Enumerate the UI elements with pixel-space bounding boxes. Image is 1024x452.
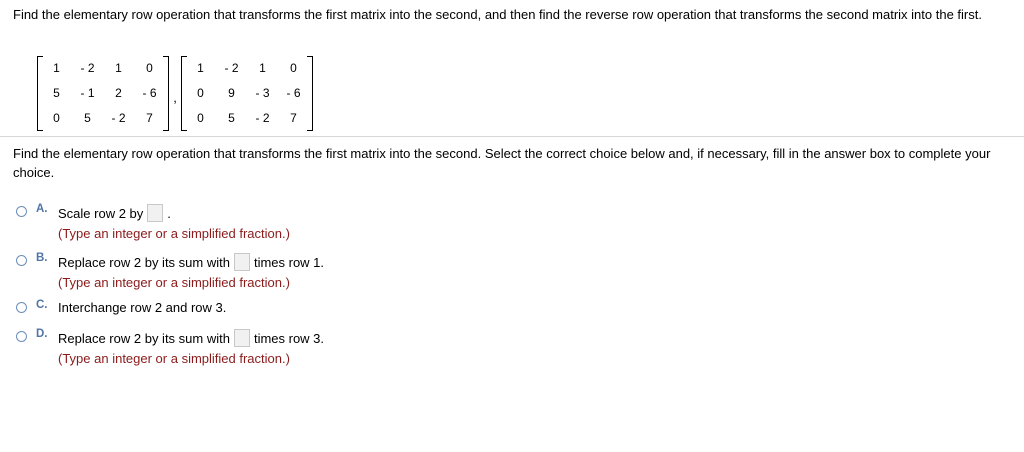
matrix-cell: - 2: [111, 111, 126, 125]
option-d-radio[interactable]: [16, 331, 27, 342]
matrix-cell: 0: [290, 61, 297, 75]
matrix-cell: 1: [197, 61, 204, 75]
matrix-cell: 1: [259, 61, 266, 75]
matrix-cell: - 3: [255, 86, 270, 100]
matrix-cell: - 6: [286, 86, 301, 100]
section-divider: [0, 136, 1024, 137]
option-b-radio[interactable]: [16, 255, 27, 266]
matrix-cell: 0: [146, 61, 153, 75]
matrix-separator: ,: [173, 90, 177, 105]
option-d-text-end: times row 3.: [253, 330, 325, 346]
matrix-cell: 9: [228, 86, 235, 100]
option-a-text-end: .: [167, 205, 171, 221]
matrix-cell: - 2: [224, 61, 239, 75]
matrix-cell: 1: [53, 61, 60, 75]
matrix-pair: [37, 56, 313, 131]
matrix-cell: 5: [53, 86, 60, 100]
option-b-text: Replace row 2 by its sum with: [58, 254, 230, 270]
option-d-letter: D.: [36, 328, 48, 340]
matrix-cell: 0: [197, 111, 204, 125]
option-d-text: Replace row 2 by its sum with: [58, 330, 230, 346]
matrix-cell: 7: [146, 111, 153, 125]
question-text: Find the elementary row operation that transforms the first matrix into the second, and then find the reverse row operation that transforms the second matrix into the first.: [13, 7, 982, 22]
option-c-letter: C.: [36, 299, 48, 311]
matrix-cell: 5: [84, 111, 91, 125]
matrix-cell: 1: [115, 61, 122, 75]
option-b-answer-box[interactable]: [234, 253, 250, 271]
first-matrix: [37, 56, 169, 131]
matrix-cell: 2: [115, 86, 122, 100]
left-bracket: [181, 56, 187, 131]
option-d-answer-box[interactable]: [234, 329, 250, 347]
option-a-radio[interactable]: [16, 206, 27, 217]
instruction-text: Find the elementary row operation that transforms the first matrix into the second. Select the correct choice below and, if necessary, fill in the answer box to complete your choice.: [13, 146, 991, 180]
right-bracket: [307, 56, 313, 131]
option-c-text: Interchange row 2 and row 3.: [58, 300, 227, 315]
matrix-cell: - 2: [255, 111, 270, 125]
option-d-hint: (Type an integer or a simplified fraction.): [58, 351, 290, 366]
second-matrix: [181, 56, 313, 131]
option-a-answer-box[interactable]: [147, 204, 163, 222]
option-b-letter: B.: [36, 252, 48, 264]
matrix-cell: 7: [290, 111, 297, 125]
right-bracket: [163, 56, 169, 131]
matrix-cell: 0: [197, 86, 204, 100]
option-c-radio[interactable]: [16, 302, 27, 313]
option-b-hint: (Type an integer or a simplified fraction.): [58, 275, 290, 290]
option-a-text: Scale row 2 by: [58, 205, 144, 221]
matrix-cell: 0: [53, 111, 60, 125]
matrix-cell: 5: [228, 111, 235, 125]
option-a-letter: A.: [36, 203, 48, 215]
matrix-cell: - 2: [80, 61, 95, 75]
left-bracket: [37, 56, 43, 131]
matrix-cell: - 6: [142, 86, 157, 100]
option-a-hint: (Type an integer or a simplified fraction.): [58, 226, 290, 241]
matrix-cell: - 1: [80, 86, 95, 100]
option-b-text-end: times row 1.: [253, 254, 325, 270]
